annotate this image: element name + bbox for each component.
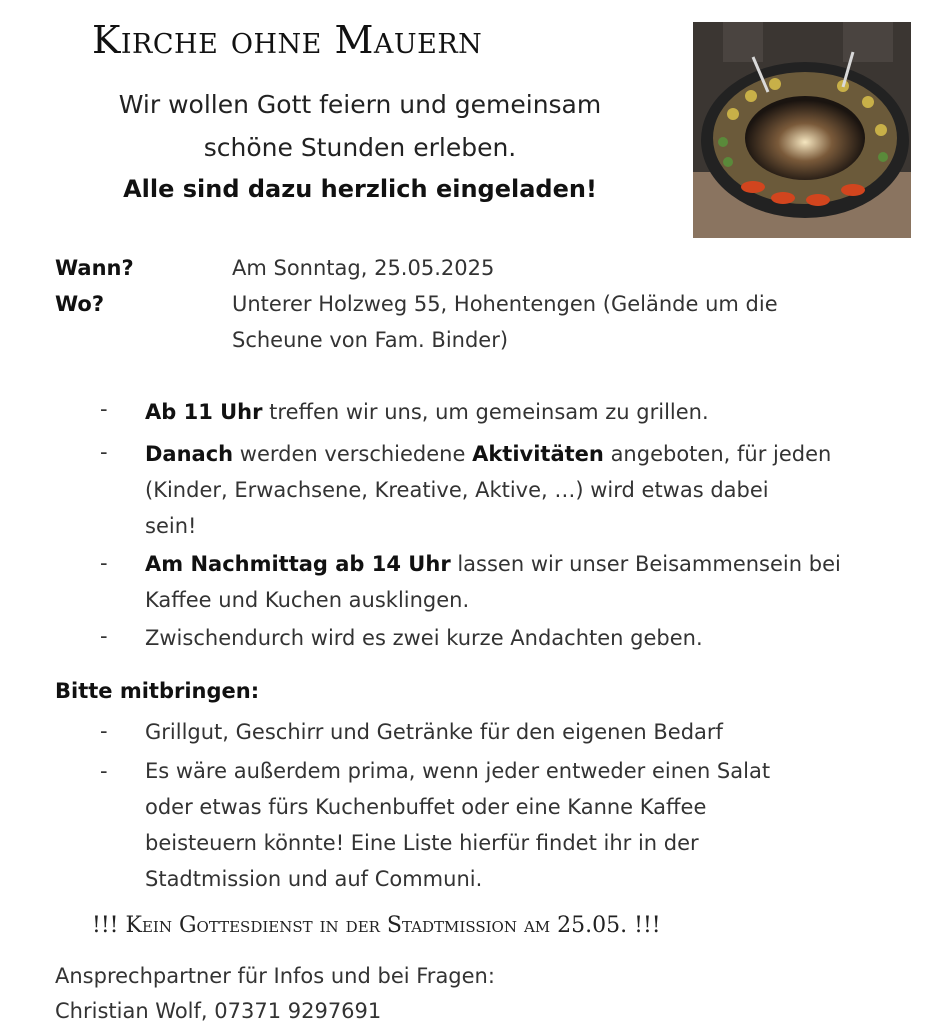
program-item-3-bold: Am Nachmittag ab 14 Uhr [145, 552, 451, 576]
program-item-2-line-2: (Kinder, Erwachsene, Kreative, Aktive, …) wird etwas dabei [145, 478, 769, 502]
program-item-2-text-1: werden verschiedene [233, 442, 473, 466]
grill-photo [693, 22, 911, 238]
bring-heading: Bitte mitbringen: [55, 679, 260, 703]
bring-item-2-line-1: Es wäre außerdem prima, wenn jeder entweder einen Salat [145, 759, 771, 783]
bring-item-1 [145, 714, 915, 750]
bullet: - [100, 624, 108, 648]
program-item-2-bold-1: Danach [145, 442, 234, 466]
bring-item-2-line-4: Stadtmission und auf Communi. [145, 867, 483, 891]
subtitle-line-2: schöne Stunden erleben. [203, 133, 517, 162]
subtitle-line-1: Wir wollen Gott feiern und gemeinsam [118, 90, 602, 119]
program-item-3-line-2: Kaffee und Kuchen ausklingen. [145, 588, 470, 612]
where-value-line-2: Scheune von Fam. Binder) [232, 328, 509, 352]
program-item-2 [145, 436, 915, 544]
where-label: Wo? [55, 292, 105, 316]
bullet: - [100, 719, 108, 743]
program-item-2-line-3: sein! [145, 514, 197, 538]
where-value-line-1: Unterer Holzweg 55, Hohentengen (Gelände um die [232, 292, 778, 316]
program-item-2-bold-2: Aktivitäten [472, 442, 604, 466]
program-item-3 [145, 546, 915, 618]
bring-item-2 [145, 753, 915, 897]
contact-heading: Ansprechpartner für Infos und bei Fragen: [55, 964, 495, 988]
invitation-line: Alle sind dazu herzlich eingeladen! [123, 175, 597, 203]
bullet: - [100, 759, 108, 783]
bullet: - [100, 551, 108, 575]
notice-no-service: !!! Kein Gottesdienst in der Stadtmission am 25.05. !!! [92, 913, 661, 938]
bullet: - [100, 440, 108, 464]
program-item-3-text: lassen wir unser Beisammensein bei [450, 552, 841, 576]
when-value: Am Sonntag, 25.05.2025 [232, 256, 495, 280]
bring-item-2-line-3: beisteuern könnte! Eine Liste hierfür findet ihr in der [145, 831, 699, 855]
program-item-1-bold: Ab 11 Uhr [145, 400, 263, 424]
program-item-4-text: Zwischendurch wird es zwei kurze Andachten geben. [145, 626, 703, 650]
page-title: Kirche ohne Mauern [92, 18, 483, 62]
program-item-1-text: treffen wir uns, um gemeinsam zu grillen. [262, 400, 709, 424]
bring-item-1-text: Grillgut, Geschirr und Getränke für den eigenen Bedarf [145, 720, 723, 744]
when-label: Wann? [55, 256, 134, 280]
bring-item-2-line-2: oder etwas fürs Kuchenbuffet oder eine Kanne Kaffee [145, 795, 707, 819]
program-item-1 [145, 394, 915, 430]
contact-person: Christian Wolf, 07371 9297691 [55, 999, 382, 1023]
program-item-4 [145, 620, 915, 656]
program-item-2-text-2: angeboten, für jeden [603, 442, 832, 466]
bullet: - [100, 397, 108, 421]
